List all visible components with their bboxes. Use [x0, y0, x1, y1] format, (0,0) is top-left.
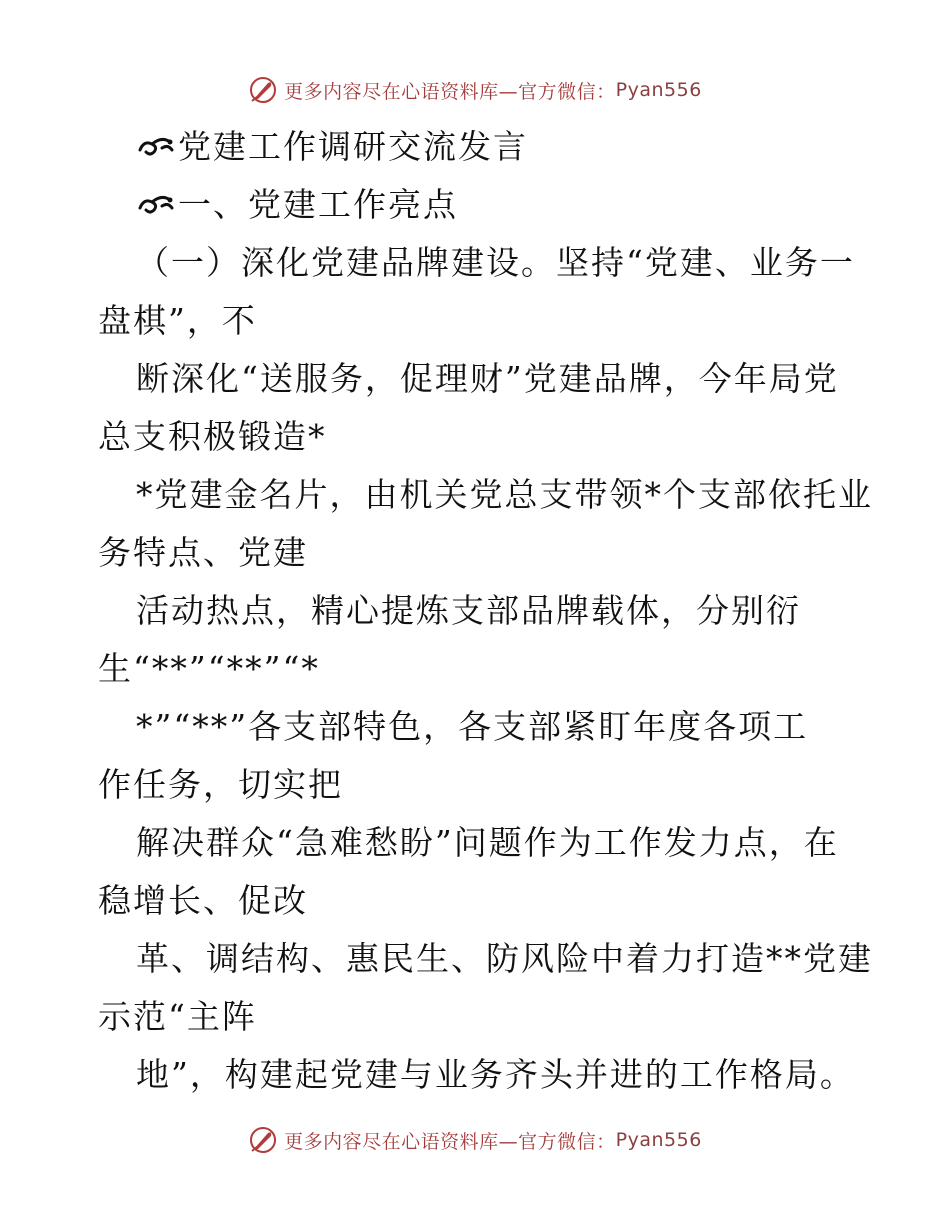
curl-bullet-icon: [136, 132, 176, 162]
quill-pen-icon: [248, 1125, 278, 1155]
document-title: [98, 118, 858, 176]
watermark-text: 更多内容尽在心语资料库—官方微信：: [284, 1130, 616, 1153]
paragraph-line: （一）深化党建品牌建设。坚持“党建、业务一: [136, 243, 855, 282]
paragraph-line: 生“**”“**”“*: [98, 649, 320, 688]
watermark-banner-top: [0, 72, 950, 108]
curl-bullet-icon: [136, 190, 176, 220]
title-text: 党建工作调研交流发言: [178, 127, 528, 166]
section-heading-text: 一、党建工作亮点: [178, 185, 458, 224]
watermark-wechat-id: Pyan556: [615, 79, 702, 101]
paragraph-line: *党建金名片，由机关党总支带领*个支部依托业: [136, 475, 873, 514]
quill-pen-icon: [248, 75, 278, 105]
paragraph-line: 示范“主阵: [98, 997, 257, 1036]
paragraph-line: 革、调结构、惠民生、防风险中着力打造**党建: [136, 939, 873, 978]
section-heading: [98, 176, 858, 234]
watermark-wechat-id: Pyan556: [615, 1129, 702, 1151]
paragraph-line: 作任务，切实把: [98, 765, 343, 804]
paragraph-line: 解决群众“急难愁盼”问题作为工作发力点，在: [136, 823, 839, 862]
watermark-banner-bottom: [0, 1122, 950, 1158]
paragraph-line: 断深化“送服务，促理财”党建品牌，今年局党: [136, 359, 839, 398]
paragraph-line: 总支积极锻造*: [98, 417, 327, 456]
paragraph-line: 盘棋”，不: [98, 301, 257, 340]
paragraph-line: 地”，构建起党建与业务齐头并进的工作格局。: [136, 1055, 855, 1094]
paragraph-line: 务特点、党建: [98, 533, 308, 572]
paragraph-line: 活动热点，精心提炼支部品牌载体，分别衍: [136, 591, 801, 630]
document-body: [98, 118, 873, 1104]
paragraph-line: *”“**”各支部特色，各支部紧盯年度各项工: [136, 707, 809, 746]
watermark-text: 更多内容尽在心语资料库—官方微信：: [284, 80, 616, 103]
paragraph-line: 稳增长、促改: [98, 881, 308, 920]
